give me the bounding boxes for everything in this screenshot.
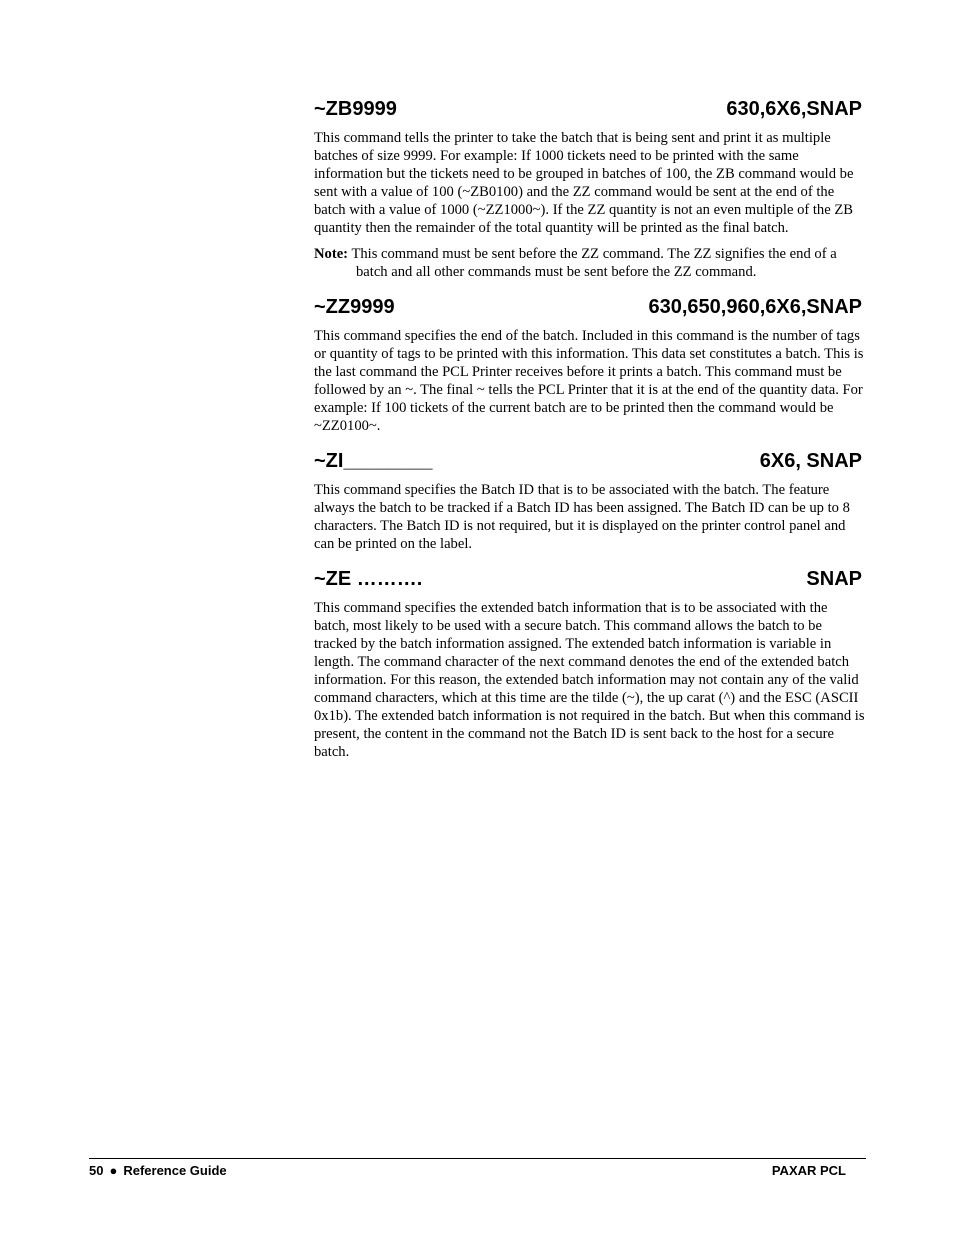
command-description: This command specifies the extended batch information that is to be associated with the batch, most likely to be used with a secure batch. This command allows the batch to be tracked by the batch information assigned. The extended batch information is variable in length. The command character of the next command denotes the end of the extended batch information. For this reason, the extended batch information may not contain any of the valid command characters, which at this time are the tilde (~), the up carat (^) and the ESC (ASCII 0x1b). The extended batch information is not required in the batch. But when this command is present, the content in the command not the Batch ID is sent back to the host for a secure batch. <box>314 600 865 760</box>
guide-title: Reference Guide <box>123 1163 227 1178</box>
command-models: SNAP <box>806 568 862 590</box>
command-heading <box>314 567 866 591</box>
command-name: ~ZE ………. <box>314 568 423 590</box>
command-description: This command specifies the end of the batch. Included in this command is the number of tags or quantity of tags to be printed with this information. This data set constitutes a batch. This is the last command the PCL Printer receives before it prints a batch. This command must be followed by an ~. The final ~ tells the PCL Printer that it is at the end of the quantity data. For example: If 100 tickets of the current batch are to be printed then the command would be ~ZZ0100~. <box>314 328 864 434</box>
command-heading <box>314 295 866 319</box>
page-number: 50 <box>89 1163 104 1178</box>
section-zz <box>314 295 866 435</box>
command-heading <box>314 97 866 121</box>
command-models: 6X6, SNAP <box>759 450 862 472</box>
section-zi <box>314 449 866 553</box>
product-name: PAXAR PCL <box>771 1163 846 1178</box>
footer-left <box>89 1163 227 1179</box>
note <box>314 245 866 281</box>
command-name: ~ZI________ <box>314 450 433 472</box>
section-zb <box>314 97 866 281</box>
command-heading <box>314 449 866 473</box>
bullet-icon: ● <box>109 1163 118 1178</box>
note-label: Note: <box>314 246 349 262</box>
command-name: ~ZB9999 <box>314 98 397 120</box>
note-text: This command must be sent before the ZZ command. The ZZ signifies the end of a batch and all other commands must be sent before the ZZ command. <box>351 246 837 280</box>
page-footer <box>89 1158 866 1179</box>
command-name: ~ZZ9999 <box>314 296 395 318</box>
command-models: 630,6X6,SNAP <box>726 98 862 120</box>
command-models: 630,650,960,6X6,SNAP <box>648 296 862 318</box>
page-content <box>314 97 866 775</box>
command-description: This command tells the printer to take the batch that is being sent and print it as multiple batches of size 9999. For example: If 1000 tickets need to be printed with the same information but the tickets need to be grouped in batches of 100, the ZB command would be sent with a value of 100 (~ZB0100) and the ZZ command would be sent at the end of the batch with a value of 1000 (~ZZ1000~). If the ZZ quantity is not an even multiple of the ZB quantity then the remainder of the total quantity will be printed as the final batch. <box>314 130 854 236</box>
command-description: This command specifies the Batch ID that is to be associated with the batch. The feature always the batch to be tracked if a Batch ID has been assigned. The Batch ID can be up to 8 characters. The Batch ID is not required, but it is displayed on the printer control panel and can be printed on the label. <box>314 482 850 552</box>
section-ze <box>314 567 866 761</box>
